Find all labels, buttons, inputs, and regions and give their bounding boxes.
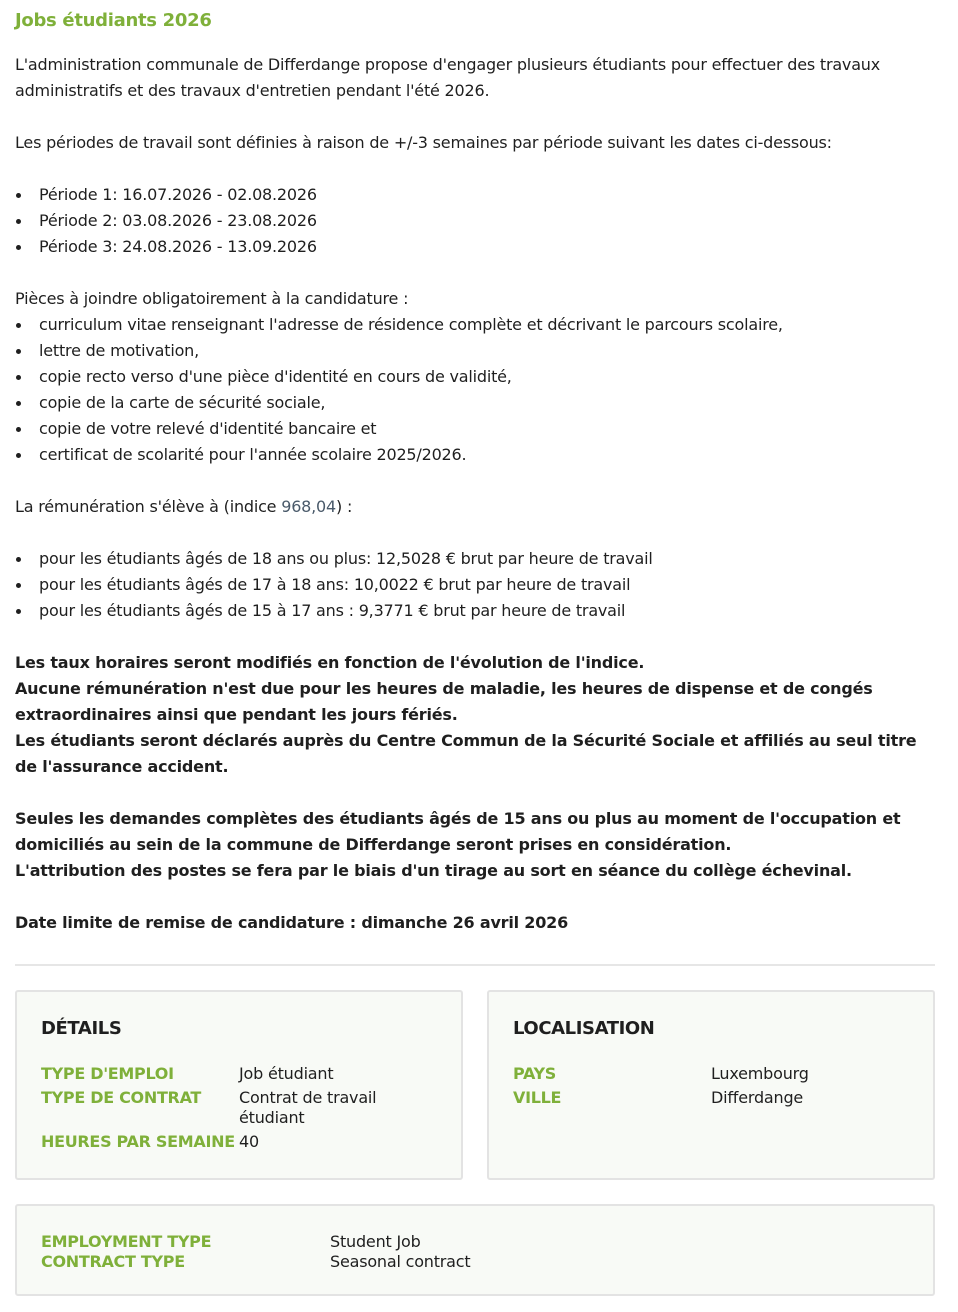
documents-intro: Pièces à joindre obligatoirement à la candidature :: [15, 289, 409, 308]
type-emploi-value: Job étudiant: [239, 1064, 334, 1083]
eligibility-paragraph: [15, 806, 943, 884]
list-item: pour les étudiants âgés de 17 à 18 ans: 10,0022 € brut par heure de travail: [15, 572, 943, 598]
eligibility-note: Seules les demandes complètes des étudiants âgés de 15 ans ou plus au moment de l'occupation et domiciliés au sein de la commune de Differdange seront prises en considération.: [15, 809, 901, 854]
type-contrat-value: [239, 1088, 376, 1128]
documents-list: [15, 312, 943, 468]
localisation-card: [487, 990, 935, 1180]
type-contrat-value-line2: étudiant: [239, 1108, 305, 1127]
periods-intro: Les périodes de travail sont définies à raison de +/-3 semaines par période suivant les dates ci-dessous:: [15, 133, 832, 152]
lottery-note: L'attribution des postes se fera par le biais d'un tirage au sort en séance du collège échevinal.: [15, 861, 852, 880]
list-item: copie de votre relevé d'identité bancaire et: [15, 416, 943, 442]
contract-type-value: Seasonal contract: [330, 1252, 471, 1271]
list-item: copie recto verso d'une pièce d'identité en cours de validité,: [15, 364, 943, 390]
heures-value: 40: [239, 1132, 259, 1151]
divider: [15, 964, 935, 966]
contract-type-label: CONTRACT TYPE: [41, 1252, 185, 1271]
pay-intro: [15, 494, 943, 520]
no-pay-note: Aucune rémunération n'est due pour les heures de maladie, les heures de dispense et de congés extraordinaires ainsi que pendant les jours fériés.: [15, 679, 873, 724]
ville-value: Differdange: [711, 1088, 804, 1107]
ville-label: VILLE: [513, 1088, 562, 1107]
details-heading: DÉTAILS: [41, 1018, 122, 1039]
pays-label: PAYS: [513, 1064, 557, 1083]
list-item: pour les étudiants âgés de 15 à 17 ans : 9,3771 € brut par heure de travail: [15, 598, 943, 624]
employment-type-label: EMPLOYMENT TYPE: [41, 1232, 212, 1251]
deadline: Date limite de remise de candidature : dimanche 26 avril 2026: [15, 913, 569, 932]
heures-label: HEURES PAR SEMAINE: [41, 1132, 235, 1151]
periods-list: [15, 182, 943, 260]
intro-paragraph: L'administration communale de Differdange propose d'engager plusieurs étudiants pour effectuer des travaux administratifs et des travaux d'entretien pendant l'été 2026.: [15, 55, 881, 100]
list-item: Période 3: 24.08.2026 - 13.09.2026: [15, 234, 943, 260]
list-item: certificat de scolarité pour l'année scolaire 2025/2026.: [15, 442, 943, 468]
type-emploi-label: TYPE D'EMPLOI: [41, 1064, 174, 1083]
details-card: [15, 990, 463, 1180]
indice-value: 968,04: [281, 497, 337, 516]
pay-rates-list: [15, 546, 943, 624]
list-item: lettre de motivation,: [15, 338, 943, 364]
insurance-note: Les étudiants seront déclarés auprès du Centre Commun de la Sécurité Sociale et affiliés au seul titre de l'assurance accident.: [15, 731, 917, 776]
list-item: Période 2: 03.08.2026 - 23.08.2026: [15, 208, 943, 234]
indexation-note: Les taux horaires seront modifiés en fonction de l'évolution de l'indice.: [15, 653, 645, 672]
type-contrat-label: TYPE DE CONTRAT: [41, 1088, 202, 1107]
list-item: curriculum vitae renseignant l'adresse de résidence complète et décrivant le parcours scolaire,: [15, 312, 943, 338]
localisation-heading: LOCALISATION: [513, 1018, 655, 1039]
list-item: copie de la carte de sécurité sociale,: [15, 390, 943, 416]
list-item: pour les étudiants âgés de 18 ans ou plus: 12,5028 € brut par heure de travail: [15, 546, 943, 572]
pay-intro-text: La rémunération s'élève à (indice: [15, 497, 282, 516]
employment-type-value: Student Job: [330, 1232, 421, 1251]
pay-intro-end: ) :: [336, 497, 353, 516]
list-item: Période 1: 16.07.2026 - 02.08.2026: [15, 182, 943, 208]
pays-value: Luxembourg: [711, 1064, 809, 1083]
page-title: Jobs étudiants 2026: [15, 10, 212, 31]
conditions-paragraph: [15, 650, 943, 780]
type-contrat-value-line1: Contrat de travail: [239, 1088, 377, 1107]
english-details-card: [15, 1204, 935, 1296]
